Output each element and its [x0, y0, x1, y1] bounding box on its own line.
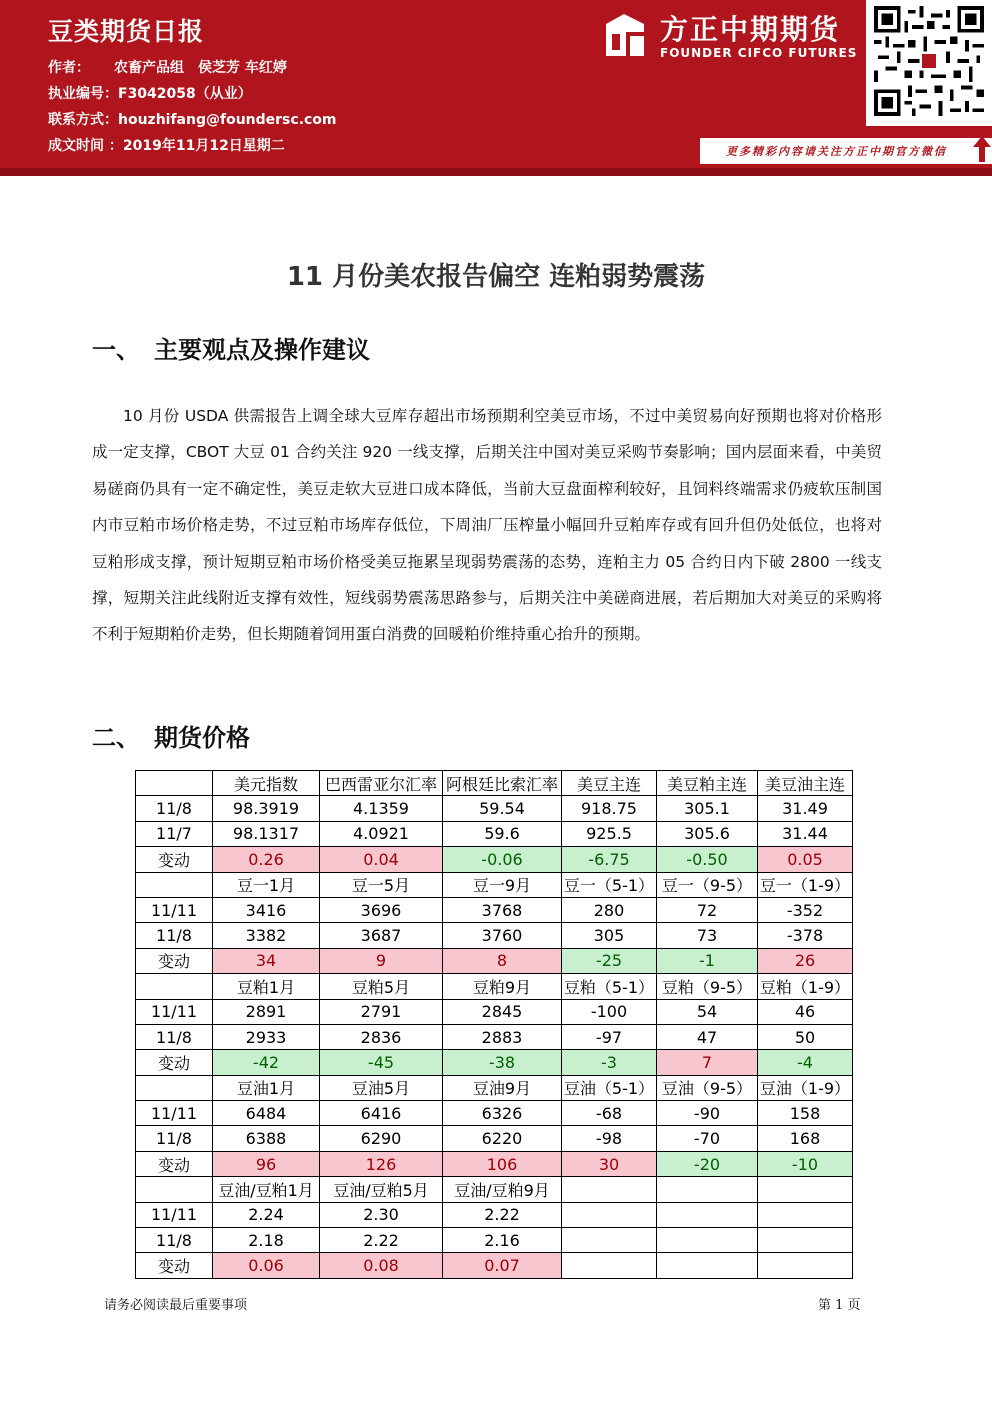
- row-label-cell: 变动: [136, 1050, 213, 1075]
- license-line: [48, 83, 252, 103]
- table-cell: 30: [562, 1151, 657, 1176]
- table-cell: -1: [657, 948, 758, 973]
- section-2-number: 二、: [92, 724, 140, 752]
- futures-price-table: [135, 770, 853, 1279]
- table-cell: 305: [562, 923, 657, 948]
- table-cell: 0.07: [443, 1253, 562, 1278]
- row-label-cell: 11/8: [136, 1126, 213, 1151]
- table-cell: 26: [758, 948, 853, 973]
- table-cell: 31.44: [758, 821, 853, 846]
- table-cell: 2791: [320, 999, 443, 1024]
- table-cell: 豆粕1月: [213, 974, 320, 999]
- contact-label: 联系方式：: [48, 112, 118, 128]
- table-cell: 豆粕（1-9）: [758, 974, 853, 999]
- table-cell: 3696: [320, 897, 443, 922]
- table-cell: 3768: [443, 897, 562, 922]
- author-line: [48, 57, 287, 77]
- table-cell: 126: [320, 1151, 443, 1176]
- table-cell: 豆油（9-5）: [657, 1075, 758, 1100]
- footer-disclaimer: 请务必阅读最后重要事项: [104, 1298, 248, 1313]
- table-cell: 2.18: [213, 1228, 320, 1253]
- contact-value: houzhifang@foundersc.com: [118, 112, 337, 128]
- qr-code-icon: [874, 6, 984, 116]
- table-cell: 9: [320, 948, 443, 973]
- table-cell: -6.75: [562, 847, 657, 872]
- table-cell: 豆油1月: [213, 1075, 320, 1100]
- report-header: [0, 0, 992, 168]
- row-label-cell: [136, 771, 213, 796]
- wechat-slogan: 更多精彩内容请关注方正中期官方微信: [726, 145, 947, 158]
- table-cell: 0.06: [213, 1253, 320, 1278]
- founder-logo-icon: [602, 12, 648, 58]
- logo-chinese-name: 方正中期期货: [660, 13, 841, 46]
- table-cell: 阿根廷比索汇率: [443, 771, 562, 796]
- table-cell: [758, 1202, 853, 1227]
- table-row: [136, 897, 853, 922]
- table-cell: 豆油/豆粕9月: [443, 1177, 562, 1202]
- table-cell: 3760: [443, 923, 562, 948]
- row-label-cell: 变动: [136, 1151, 213, 1176]
- table-cell: 2.24: [213, 1202, 320, 1227]
- table-row: [136, 1151, 853, 1176]
- table-cell: 925.5: [562, 821, 657, 846]
- table-row: [136, 948, 853, 973]
- table-cell: 54: [657, 999, 758, 1024]
- table-cell: 豆一（1-9）: [758, 872, 853, 897]
- table-row: [136, 872, 853, 897]
- table-cell: 46: [758, 999, 853, 1024]
- row-label-cell: 11/11: [136, 1101, 213, 1126]
- table-cell: 巴西雷亚尔汇率: [320, 771, 443, 796]
- table-cell: [562, 1177, 657, 1202]
- table-cell: 3382: [213, 923, 320, 948]
- row-label-cell: 11/8: [136, 796, 213, 821]
- table-cell: -38: [443, 1050, 562, 1075]
- table-row: [136, 1202, 853, 1227]
- table-cell: -45: [320, 1050, 443, 1075]
- table-cell: [562, 1253, 657, 1278]
- date-value: 2019年11月12日星期二: [122, 138, 285, 154]
- table-cell: 6416: [320, 1101, 443, 1126]
- table-cell: 59.6: [443, 821, 562, 846]
- table-row: [136, 847, 853, 872]
- table-cell: -0.50: [657, 847, 758, 872]
- row-label-cell: 11/11: [136, 1202, 213, 1227]
- table-cell: 0.26: [213, 847, 320, 872]
- table-cell: -352: [758, 897, 853, 922]
- table-cell: 2845: [443, 999, 562, 1024]
- table-cell: 0.05: [758, 847, 853, 872]
- table-cell: 2836: [320, 1024, 443, 1049]
- date-label: 成文时间 ：: [48, 138, 123, 154]
- table-cell: 918.75: [562, 796, 657, 821]
- table-cell: 8: [443, 948, 562, 973]
- table-cell: 豆粕（5-1）: [562, 974, 657, 999]
- row-label-cell: 变动: [136, 1253, 213, 1278]
- row-label-cell: 变动: [136, 948, 213, 973]
- table-cell: 2.22: [320, 1228, 443, 1253]
- table-row: [136, 1024, 853, 1049]
- table-cell: 豆油9月: [443, 1075, 562, 1100]
- table-cell: 106: [443, 1151, 562, 1176]
- table-cell: 6484: [213, 1101, 320, 1126]
- table-cell: 34: [213, 948, 320, 973]
- section-2-heading: [92, 718, 250, 753]
- report-title: 豆类期货日报: [48, 17, 205, 46]
- row-label-cell: [136, 1177, 213, 1202]
- table-cell: 3687: [320, 923, 443, 948]
- table-cell: 168: [758, 1126, 853, 1151]
- table-cell: 47: [657, 1024, 758, 1049]
- table-cell: 2933: [213, 1024, 320, 1049]
- row-label-cell: [136, 1075, 213, 1100]
- table-row: [136, 974, 853, 999]
- table-cell: 豆一9月: [443, 872, 562, 897]
- table-row: [136, 771, 853, 796]
- table-cell: 305.6: [657, 821, 758, 846]
- table-cell: 98.3919: [213, 796, 320, 821]
- section-2-title: 期货价格: [154, 724, 250, 752]
- table-cell: 2.22: [443, 1202, 562, 1227]
- table-cell: 6388: [213, 1126, 320, 1151]
- row-label-cell: 11/8: [136, 923, 213, 948]
- license-label: 执业编号：: [48, 86, 118, 102]
- table-cell: 2883: [443, 1024, 562, 1049]
- contact-line: [48, 109, 337, 129]
- table-cell: [758, 1177, 853, 1202]
- table-cell: 305.1: [657, 796, 758, 821]
- table-row: [136, 1177, 853, 1202]
- header-divider: [0, 168, 992, 176]
- table-cell: 280: [562, 897, 657, 922]
- table-cell: 73: [657, 923, 758, 948]
- summary-paragraph: 10 月份 USDA 供需报告上调全球大豆库存超出市场预期利空美豆市场，不过中美贸易向好预期也将对价格形成一定支撑，CBOT 大豆 01 合约关注 920 一线支撑，后期关注中国对美豆采购节奏影响；国内层面来看，中美贸易磋商仍具有一定不确定性，美豆走软大豆进口成本降低，当前大豆盘面榨利较好，且饲料终端需求仍疲软压制国内市豆粕市场价格走势，不过豆粕市场库存低位，下周油厂压榨量小幅回升豆粕库存或有回升但仍处低位，也将对豆粕形成支撑，预计短期豆粕市场价格受美豆拖累呈现弱势震荡的态势，连粕主力 05 合约日内下破 2800 一线支撑，短期关注此线附近支撑有效性，短线弱势震荡思路参与，后期关注中美磋商进展，若后期加大对美豆的采购将不利于短期粕价走势，但长期随着饲用蛋白消费的回暖粕价维持重心抬升的预期。: [92, 407, 882, 644]
- table-cell: 豆粕9月: [443, 974, 562, 999]
- table-cell: -378: [758, 923, 853, 948]
- table-cell: [562, 1228, 657, 1253]
- table-row: [136, 1101, 853, 1126]
- up-arrow-icon: [972, 134, 992, 164]
- row-label-cell: 11/7: [136, 821, 213, 846]
- table-cell: -68: [562, 1101, 657, 1126]
- row-label-cell: 11/8: [136, 1024, 213, 1049]
- table-cell: 59.54: [443, 796, 562, 821]
- table-row: [136, 796, 853, 821]
- table-cell: 96: [213, 1151, 320, 1176]
- table-cell: -98: [562, 1126, 657, 1151]
- table-cell: [562, 1202, 657, 1227]
- table-cell: -10: [758, 1151, 853, 1176]
- section-1-heading: [92, 330, 370, 365]
- table-cell: -97: [562, 1024, 657, 1049]
- page-number: 第 1 页: [818, 1298, 861, 1313]
- table-cell: [657, 1177, 758, 1202]
- table-cell: 2.16: [443, 1228, 562, 1253]
- table-cell: 豆油/豆粕5月: [320, 1177, 443, 1202]
- row-label-cell: 11/11: [136, 999, 213, 1024]
- table-cell: -20: [657, 1151, 758, 1176]
- main-title: 11 月份美农报告偏空 连粕弱势震荡: [286, 262, 706, 292]
- table-cell: 美豆粕主连: [657, 771, 758, 796]
- table-cell: 美元指数: [213, 771, 320, 796]
- table-cell: -3: [562, 1050, 657, 1075]
- table-cell: -70: [657, 1126, 758, 1151]
- table-cell: -0.06: [443, 847, 562, 872]
- table-cell: 美豆主连: [562, 771, 657, 796]
- table-cell: 50: [758, 1024, 853, 1049]
- table-row: [136, 1228, 853, 1253]
- table-cell: -25: [562, 948, 657, 973]
- table-cell: 6326: [443, 1101, 562, 1126]
- table-cell: 豆油/豆粕1月: [213, 1177, 320, 1202]
- table-cell: -90: [657, 1101, 758, 1126]
- table-cell: 6290: [320, 1126, 443, 1151]
- row-label-cell: [136, 872, 213, 897]
- table-cell: 7: [657, 1050, 758, 1075]
- table-cell: 72: [657, 897, 758, 922]
- section-1-number: 一、: [92, 336, 140, 364]
- table-row: [136, 923, 853, 948]
- table-cell: 3416: [213, 897, 320, 922]
- table-cell: 豆油（5-1）: [562, 1075, 657, 1100]
- table-row: [136, 1253, 853, 1278]
- logo-english-name: FOUNDER CIFCO FUTURES: [660, 46, 858, 60]
- table-cell: [758, 1228, 853, 1253]
- table-cell: [657, 1228, 758, 1253]
- row-label-cell: [136, 974, 213, 999]
- table-cell: 2.30: [320, 1202, 443, 1227]
- table-row: [136, 1126, 853, 1151]
- table-row: [136, 1075, 853, 1100]
- table-cell: 158: [758, 1101, 853, 1126]
- table-cell: 豆一（9-5）: [657, 872, 758, 897]
- author-label: 作者：: [48, 60, 90, 76]
- table-cell: 美豆油主连: [758, 771, 853, 796]
- table-cell: [657, 1253, 758, 1278]
- table-cell: 豆粕（9-5）: [657, 974, 758, 999]
- table-cell: 2891: [213, 999, 320, 1024]
- table-cell: 4.1359: [320, 796, 443, 821]
- table-cell: 豆一1月: [213, 872, 320, 897]
- table-cell: 豆油5月: [320, 1075, 443, 1100]
- table-cell: 98.1317: [213, 821, 320, 846]
- row-label-cell: 11/11: [136, 897, 213, 922]
- qr-code: [866, 0, 992, 126]
- table-cell: -42: [213, 1050, 320, 1075]
- table-cell: -100: [562, 999, 657, 1024]
- section-1-title: 主要观点及操作建议: [154, 336, 370, 364]
- author-value: 农畜产品组 侯芝芳 车红婷: [114, 60, 287, 76]
- table-row: [136, 821, 853, 846]
- table-cell: 豆一（5-1）: [562, 872, 657, 897]
- table-cell: [657, 1202, 758, 1227]
- license-value: F3042058（从业）: [118, 86, 252, 102]
- founder-cifco-logo: [602, 8, 862, 64]
- table-row: [136, 1050, 853, 1075]
- date-line: [48, 135, 285, 155]
- table-row: [136, 999, 853, 1024]
- table-cell: 0.04: [320, 847, 443, 872]
- table-cell: 31.49: [758, 796, 853, 821]
- table-cell: 豆粕5月: [320, 974, 443, 999]
- row-label-cell: 11/8: [136, 1228, 213, 1253]
- table-cell: 豆油（1-9）: [758, 1075, 853, 1100]
- table-cell: 0.08: [320, 1253, 443, 1278]
- table-cell: 豆一5月: [320, 872, 443, 897]
- table-cell: 6220: [443, 1126, 562, 1151]
- table-cell: [758, 1253, 853, 1278]
- table-cell: -4: [758, 1050, 853, 1075]
- table-cell: 4.0921: [320, 821, 443, 846]
- row-label-cell: 变动: [136, 847, 213, 872]
